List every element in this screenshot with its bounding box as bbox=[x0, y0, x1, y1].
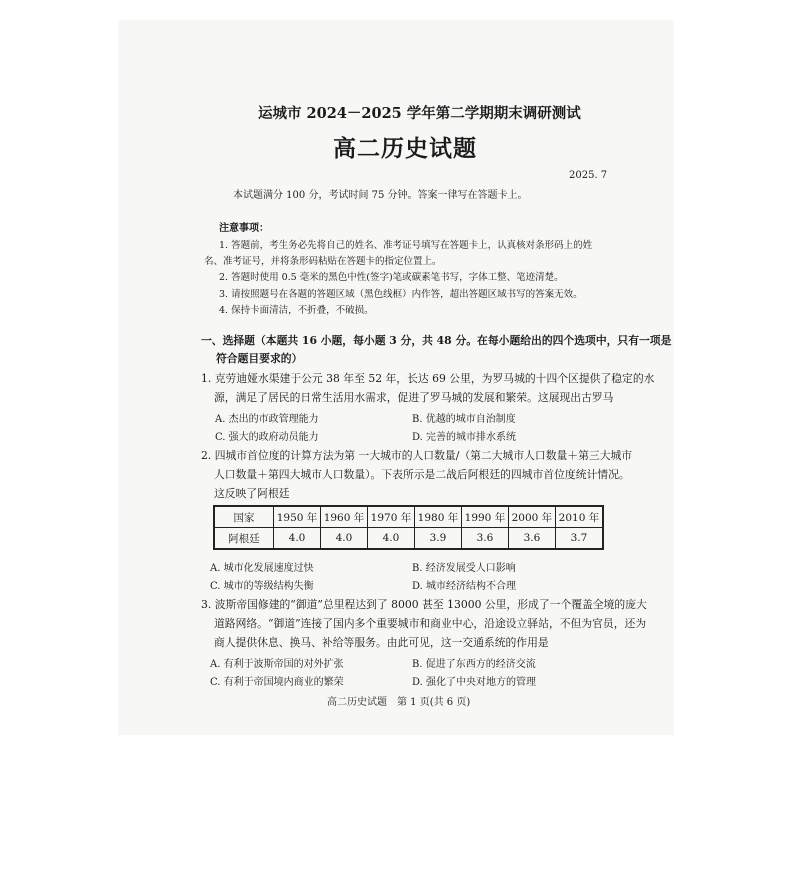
notice-item-2: 2. 答题时使用 0.5 毫米的黑色中性(签字)笔或碳素笔书写，字体工整、笔迹清楚。 bbox=[219, 272, 564, 283]
table-value-cell: 4.0 bbox=[367, 528, 414, 550]
table-row-label: 阿根廷 bbox=[214, 528, 274, 550]
q2-line-3: 这反映了阿根廷 bbox=[214, 487, 290, 500]
q2-option-b: B. 经济发展受人口影响 bbox=[412, 563, 516, 574]
q1-line-1: 1. 克劳迪娅水渠建于公元 38 年至 52 年，长达 69 公里，为罗马城的十四个区提供了稳定的水 bbox=[201, 372, 655, 385]
table-value-cell: 3.6 bbox=[461, 528, 508, 550]
table-year-cell: 1980 年 bbox=[414, 506, 461, 528]
exam-title: 运城市 2024－2025 学年第二学期期末调研测试 bbox=[258, 105, 581, 122]
notice-item-3: 3. 请按照题号在各题的答题区域（黑色线框）内作答，超出答题区域书写的答案无效。 bbox=[219, 289, 583, 300]
table-year-cell: 2000 年 bbox=[508, 506, 555, 528]
exam-date: 2025. 7 bbox=[569, 170, 608, 181]
table-year-cell: 1950 年 bbox=[274, 506, 321, 528]
table-value-cell: 3.9 bbox=[414, 528, 461, 550]
notice-item-1-line-1: 1. 答题前，考生务必先将自己的姓名、准考证号填写在答题卡上，认真核对条形码上的姓 bbox=[219, 240, 593, 251]
table-value-cell: 3.7 bbox=[555, 528, 603, 550]
notice-heading: 注意事项： bbox=[219, 223, 269, 234]
q3-line-3: 商人提供休息、换马、补给等服务。由此可见，这一交通系统的作用是 bbox=[214, 636, 549, 649]
table-value-cell: 3.6 bbox=[508, 528, 555, 550]
q3-line-1: 3. 波斯帝国修建的“御道”总里程达到了 8000 甚至 13000 公里，形成了一个覆盖全境的庞大 bbox=[201, 598, 647, 611]
q2-data-table bbox=[213, 505, 604, 550]
table-year-cell: 2010 年 bbox=[555, 506, 603, 528]
table-year-cell: 1990 年 bbox=[461, 506, 508, 528]
q2-line-1: 2. 四城市首位度的计算方法为第 一大城市的人口数量/（第二大城市人口数量＋第三大城市 bbox=[201, 449, 633, 462]
q3-option-a: A. 有利于波斯帝国的对外扩张 bbox=[210, 659, 344, 670]
table-value-cell: 4.0 bbox=[274, 528, 321, 550]
q3-option-b: B. 促进了东西方的经济交流 bbox=[412, 659, 536, 670]
notice-item-1-line-2: 名、准考证号，并将条形码粘贴在答题卡的指定位置上。 bbox=[204, 256, 442, 267]
q2-option-d: D. 城市经济结构不合理 bbox=[412, 581, 517, 592]
exam-intro: 本试题满分 100 分，考试时间 75 分钟。答案一律写在答题卡上。 bbox=[233, 190, 528, 201]
q1-option-b: B. 优越的城市自治制度 bbox=[412, 414, 516, 425]
table-row bbox=[214, 528, 603, 550]
notice-item-4: 4. 保持卡面清洁，不折叠，不破损。 bbox=[219, 305, 374, 316]
section-heading-line-2: 符合题目要求的） bbox=[216, 352, 303, 365]
q3-option-c: C. 有利于帝国境内商业的繁荣 bbox=[210, 677, 344, 688]
q1-option-a: A. 杰出的市政管理能力 bbox=[215, 414, 319, 425]
q2-option-c: C. 城市的等级结构失衡 bbox=[210, 581, 314, 592]
q1-line-2: 源，满足了居民的日常生活用水需求，促进了罗马城的发展和繁荣。这展现出古罗马 bbox=[214, 391, 614, 404]
q1-option-d: D. 完善的城市排水系统 bbox=[412, 432, 517, 443]
q2-option-a: A. 城市化发展速度过快 bbox=[210, 563, 314, 574]
q3-line-2: 道路网络。“御道”连接了国内多个重要城市和商业中心，沿途设立驿站，不但为官员，还为 bbox=[214, 617, 647, 630]
section-heading-line-1: 一、选择题（本题共 16 小题，每小题 3 分，共 48 分。在每小题给出的四个选项中，只有一项是 bbox=[201, 334, 672, 347]
table-header-label: 国家 bbox=[214, 506, 274, 528]
q3-option-d: D. 强化了中央对地方的管理 bbox=[412, 677, 537, 688]
table-value-cell: 4.0 bbox=[320, 528, 367, 550]
q1-option-c: C. 强大的政府动员能力 bbox=[215, 432, 319, 443]
q2-line-2: 人口数量＋第四大城市人口数量）。下表所示是二战后阿根廷的四城市首位度统计情况。 bbox=[214, 468, 630, 481]
page-footer: 高二历史试题 第 1 页(共 6 页) bbox=[327, 697, 471, 708]
table-year-cell: 1960 年 bbox=[320, 506, 367, 528]
table-year-cell: 1970 年 bbox=[367, 506, 414, 528]
subject-title: 高二历史试题 bbox=[333, 135, 477, 162]
table-header-row bbox=[214, 506, 603, 528]
